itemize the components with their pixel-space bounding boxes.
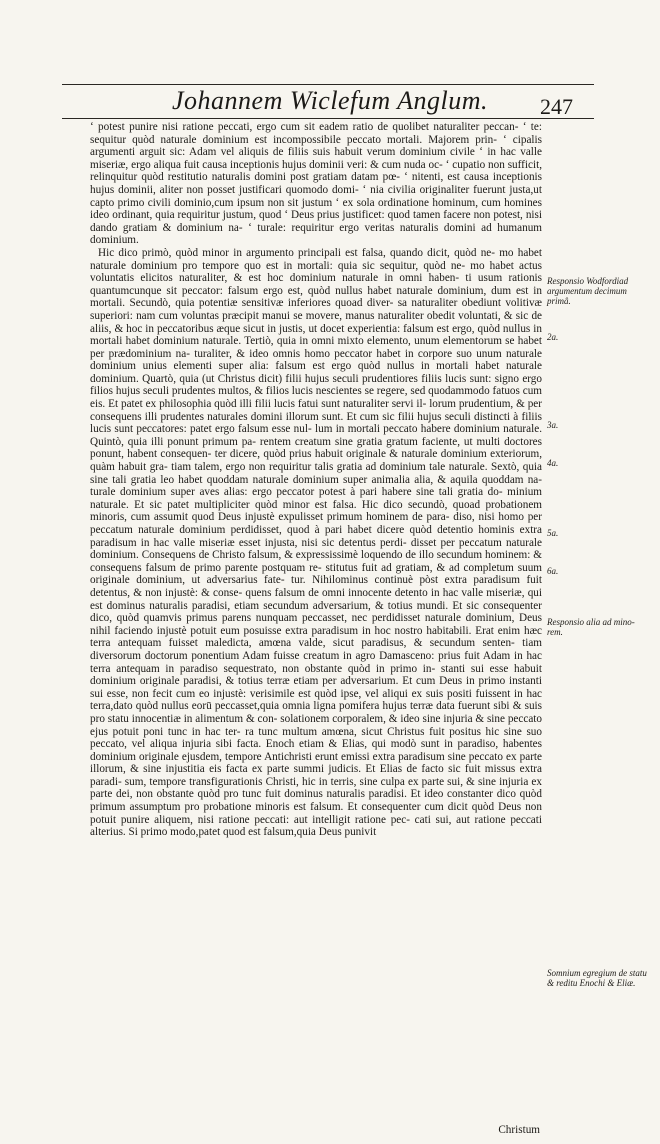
paragraph-response: Hic dico primò, quòd minor in argumento principali est falsa, quando dicit, quòd ne- mo habet naturale dominium pro tempore quo est in mortali: quia sic sequitur, quòd ne- mo habet actus voluntatis elicitos naturaliter, & est hoc dominium naturale in omni haben- ti usum rationis quantumcunque sit peccator: falsum ergo est, quòd nullus habet naturale dominium, dum est in mortali. Secundò, quia potentiæ sensitivæ inferiores quoad diver- sa naturaliter obediunt volitivæ superiori: nam cum voluntas præcipit manui se movere, manus naturaliter obedit voluntati, & sic de aliis, & hoc in peccatoribus æque sicut in justis, ut docet experientia: falsum est ergo, quòd nullus in mortali habet dominium naturale. Tertiò, quia in omni mixto elemento, unum elementorum se habet per prædominium na- turaliter, & ideo omnis homo peccator habet in corpore suo unum naturale dominium unius elementi super alia: falsum est ergo quòd nullus in mortali habet naturale dominium. Quartò, quia (ut Christus dicit) filii hujus seculi prudentiores filiis lucis sunt: signo ergo filios hujus seculi prudentes multos, & filios lucis nescientes se regere, sed quodammodo fatuos cum eis. Et patet ex philosophia quòd illi filii lucis fatui sunt naturaliter servi il- lorum prudentium, & per consequens illi prudentes naturales domini illorum sunt. Et cum sic filii hujus seculi distincti à filiis lucis sunt peccatores: patet ergo falsum esse nul- lum in mortali peccato habere dominium naturale. Quintò, quia illi ponunt primum pa- rentem creatum sine gratia gratum faciente, ut multi doctores ponunt, habent consequen- ter dicere, quòd prius habuit originale & naturale dominium exteriorum, quàm habuit gra- tiam talem, ergo non requiritur talis gratia ad dominium tale naturale. Sextò, quia sine tali gratia leo habet quoddam naturale dominium super animalia alia, & aquila quoddam na- turale dominium super aves alias: ergo peccator potest à pari habere sine tali gratia do- minium naturale. Et sic patet multipliciter quòd minor est falsa. Hic dico secundò, quoad probationem minoris, cum assumit quod Deus injustè expulisset primum hominem de para- diso, nisi homo per peccatum naturale dominium perdidisset, quod à pari habet dicere quòd detentio hominis extra paradisum in hac valle miseriæ esset injusta, nisi sic detentus perdi- disset per peccatum naturale dominium. Consequens de Christo falsum, & expressissimè loquendo de illo secundum hominem: & consequens falsum de primo parente postquam re- stitutus fuit ad gratiam, & ad completum suum originale dominium, ut adversarius fate- tur. Nihilominus continuè pòst extra paradisum fuit detentus, & non injustè: & conse- quens falsum de omni innocente detento in hac valle miseriæ, qui est dominus naturalis paradisi, etiam secundum adversarium, & totius mundi. Et sic consequenter dico, quòd quamvis primus parens nunquam peccasset, nec perdidisset naturale dominium, Deus nihil faciendo injustè potuit eum posuisse extra paradisum in hoc nostro habitabili. Erat enim hæc terra antequam fuisset maledicta, amœna valde, sicut paradisus, & secundum senten- tiam diversorum doctorum ponentium Adam fuisse creatum in agro Damasceno: prius fuit Adam in hac terra antequam in paradiso sequestrato, non obstante quòd in primo in- stanti sui esse habuit dominium originale paradisi, & totius terræ etiam per adversarium. Et cum Deus in primo instanti sui esse, non fecit cum eo injustè: verisimile est quòd ipse, vel aliqui ex suis positi fuissent in hac terra,dato quòd nullus eorū peccasset,quia omnia ligna pomifera hujus terræ data fuerunt sibi & suis pro statu innocentiæ in alimentum & con- solationem corporalem, & ideo sine injuria & sine peccato ejus potuit poni tunc in hac ter- ra tunc multum amœna, sicut Christus fuit positus hic sine suo peccato, vel aliqua injuria sibi facta. Enoch etiam & Elias, qui modò sunt in paradiso, habentes dominium originale ejusdem, tempore Antichristi erunt emissi extra paradisum sine peccato ex parte illorum, & sine injustitia eis facta ex parte summi judicis. Et Elias de facto sic fuit missus extra paradi- sum, tempore transfigurationis Christi, hic in terris, sine culpa ex parte sui, & sine injuria ex parte dei, non obstante quòd pro tunc fuit dominus naturalis paradisi. Et ideo constanter dico quòd primum assumptum pro probatione minoris est falsum. Et consequenter cum dicit quòd Deus non potuit punire aliquem, nisi ratione peccati: aut intelligit ratione pec- cati sui, aut ratione peccati alterius. Si primo modo,patet quod est falsum,quia Deus punivit [90,246,542,839]
margin-note: Somnium egregium de statu & reditu Enochi & Eliæ. [547,968,647,988]
margin-note: 3a. [547,420,559,430]
page-number: 247 [540,94,573,119]
margin-note: 5a. [547,528,559,538]
header-rule-bottom [62,118,594,119]
margin-note: 6a. [547,566,559,576]
catchword: Christum [498,1124,540,1136]
margin-note: Responsio alia ad mino- rem. [547,617,635,637]
margin-note: Responsio Wodfordiad argumentum decimum primâ. [547,276,629,306]
running-title: Johannem Wiclefum Anglum. [171,86,489,115]
margin-note: 4a. [547,458,559,468]
paragraph-quotation: ‘ potest punire nisi ratione peccati, ergo cum sit eadem ratio de quolibet naturaliter peccan- ‘ te: sequitur quòd naturale dominium est incompossibile peccato mortali. Majorem prin- ‘ cipalis argumenti arguit sic: Adam vel aliquis de filiis suis habuit verum dominium civile ‘ in hac valle miseriæ, ergo aliqua fuit causa inceptionis hujus dominii veri: & cum nuda oc- ‘ cupatio non sufficit, relinquitur quòd restitutio naturalis domini post gratiam datam pœ- ‘ nitenti, est causa inceptionis hujus dominii, aliter non posset justificari quomodo domi- ‘ nia civilia originaliter fuerunt justa,ut capto primo civili dominio,cum ipsum non sit justum ‘ ex sola ordinatione hominum, cum homines ideo ordinant, quia requiritur justum, quod ‘ Deus prius justificet: quod tamen facere non potest, nisi dando gratiam & dominium na- ‘ turale: requiritur ergo veritas naturalis domini ad humanum dominium. [90,121,542,247]
margin-note: 2a. [547,332,559,342]
header-rule-top [62,84,594,85]
body-text [90,121,542,839]
